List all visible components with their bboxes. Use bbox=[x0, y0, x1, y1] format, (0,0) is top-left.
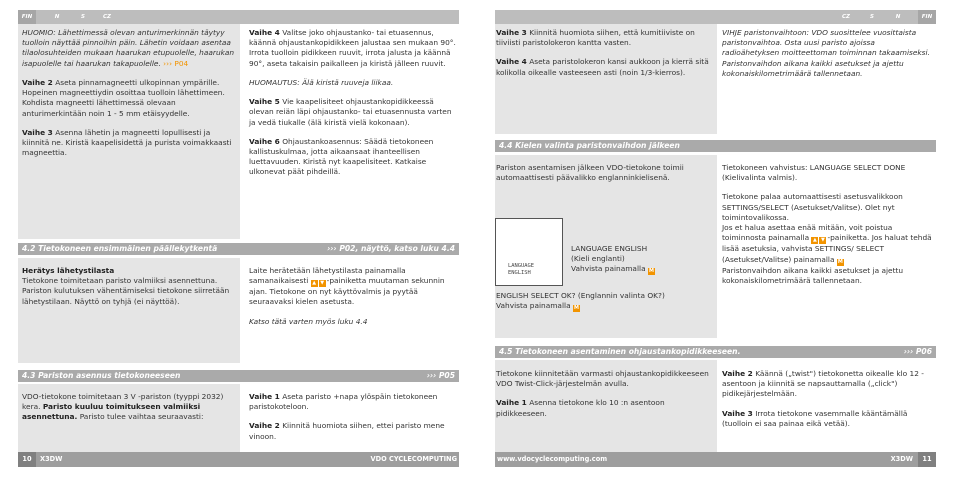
header-language-strip-right bbox=[495, 10, 936, 24]
step-5 bbox=[249, 97, 457, 128]
step-5-label: Vaihe 5 bbox=[249, 97, 280, 107]
section-4-5-ref: ››› P06 bbox=[903, 347, 932, 356]
step-6-label: Vaihe 6 bbox=[249, 136, 280, 146]
language-tab-s: S bbox=[81, 14, 85, 20]
language-tab-s: S bbox=[870, 14, 874, 20]
step-5-text: Vie kaapelisiteet ohjaustankopidikkeessä olevan reiän läpi ohjaustanko- tai etuasennusta varten ja vedä tiukalle (älä kiristä vielä kokonaan). bbox=[249, 97, 452, 127]
battery-step-2-text: Kiinnitä huomiota siihen, ettei paristo mene vinoon. bbox=[249, 421, 445, 441]
figure-ref-p04: ››› P04 bbox=[163, 58, 189, 68]
column-install-steps-b bbox=[248, 24, 459, 239]
battery-tip-text: VIHJE paristonvaihtoon: VDO suosittelee vuosittaista paristonvaihtoa. Ostа uusi paristo ajoissa radioähetyksen moitteettoman toiminnan takaamiseksi. Paristonvaihdon aikana kaikki asetukset ja ajettu kokonaiskilometrimäärä tallennetaan. bbox=[722, 28, 930, 78]
page-number-left: 10 bbox=[18, 452, 36, 467]
english-confirm-question: ENGLISH SELECT OK? (Englannin valinta OK?) bbox=[496, 291, 665, 300]
section-4-5-header bbox=[495, 346, 936, 358]
settings-exit-pre: Jos et halua asettaa enää mitään, voit poistua toiminnosta painamalla bbox=[722, 223, 893, 243]
settings-return-text bbox=[722, 192, 934, 286]
battery-tip bbox=[722, 28, 934, 79]
battery-step-4-label: Vaihe 4 bbox=[496, 57, 527, 67]
step-3-label: Vaihe 3 bbox=[22, 127, 53, 137]
confirm-label: Vahvista painamalla bbox=[571, 264, 646, 274]
mount-step-2-text: Käännä („twist") tietokonetta oikealle klo 12 -asentoon ja kiinnitä se napsauttamalla („click") pidikejärjestelmään. bbox=[722, 369, 924, 399]
section-4-3-title: 4.3 Pariston asennus tietokoneeseen bbox=[22, 371, 181, 380]
battery-step-1-label: Vaihe 1 bbox=[249, 392, 280, 401]
battery-step-4 bbox=[496, 57, 713, 77]
step-2 bbox=[22, 78, 236, 119]
section-4-5-left bbox=[495, 360, 717, 452]
section-4-3-right bbox=[248, 384, 459, 452]
mount-step-3-text: Irrota tietokone vasemmalle kääntämällä (tuolloin ei saa painaa eikä vetää). bbox=[722, 408, 908, 428]
battery-step-1 bbox=[249, 392, 457, 412]
up-button-icon: ▲ bbox=[813, 237, 817, 244]
english-confirm-action bbox=[496, 301, 714, 312]
lcd-caption-line3 bbox=[571, 264, 711, 275]
up-button-icon: ▲ bbox=[312, 280, 317, 287]
header-language-strip-left bbox=[18, 10, 459, 24]
language-tab-fin: FIN bbox=[18, 10, 36, 24]
step-2-text: Aseta pinnamagneetti ulkopinnan ympärille. Hopeinen magneettiydin osoittaa tuolloin lähettimeen. Kohdista magneetti lähettimessä olevaan anturimerkintään noin 1 - 5 mm etäisyydelle. bbox=[22, 77, 225, 118]
mount-step-2-label: Vaihe 2 bbox=[722, 369, 753, 378]
section-4-5-title: 4.5 Tietokoneen asentaminen ohjaustankopidikkeeseen. bbox=[499, 347, 741, 356]
mount-step-1-label: Vaihe 1 bbox=[496, 398, 527, 408]
column-battery-tip bbox=[722, 24, 936, 134]
battery-step-3-label: Vaihe 3 bbox=[496, 28, 527, 37]
mount-step-1-text: Asenna tietokone klo 10 :n asentoon pidikkeeseen. bbox=[496, 398, 665, 418]
lcd-line-1: LANGUAGE bbox=[508, 263, 534, 269]
section-4-4-title: 4.4 Kielen valinta paristonvaihdon jälkeen bbox=[499, 141, 680, 150]
sensor-note-text: HUOMIO: Lähettimessä olevan anturimerkinnän täytyy tuolloin näyttää pinnoihin päin. Lähetin voidaan asentaa tilaolosuhteiden mukaan haarukan etupuolelle, haarukan isapuolelle tai haarukan takapuolelle. bbox=[22, 28, 235, 68]
section-4-2-right bbox=[248, 258, 459, 363]
computer-display-illustration bbox=[495, 218, 563, 286]
section-4-3-header bbox=[18, 370, 459, 382]
section-4-2-left bbox=[18, 258, 240, 363]
section-4-3-left bbox=[18, 384, 240, 452]
step-6 bbox=[249, 137, 457, 178]
wake-heading bbox=[22, 266, 236, 276]
step-4 bbox=[249, 28, 457, 69]
footer-brand-right: X3DW bbox=[890, 455, 913, 463]
footer-left bbox=[18, 452, 459, 467]
page-number-right: 11 bbox=[918, 452, 936, 467]
battery-step-1-text: Aseta paristo +napa ylöspäin tietokoneen paristokoteloon. bbox=[249, 392, 438, 412]
wake-instruction-pre: Laite herätetään lähetystilasta painamalla samanaikaisesti bbox=[249, 266, 406, 286]
language-tab-fin: FIN bbox=[918, 10, 936, 24]
sensor-note bbox=[22, 28, 236, 69]
footer-company: VDO CYCLECOMPUTING bbox=[370, 455, 457, 463]
settings-return-intro: Tietokone palaa automaattisesti asetusvalikkoon SETTINGS/SELECT (Asetukset/Valitse). Olet nyt toimintovalikossa. bbox=[722, 192, 903, 222]
mount-step-3 bbox=[722, 409, 934, 429]
wake-instruction bbox=[249, 266, 457, 308]
language-confirm-text: Tietokoneen vahvistus: LANGUAGE SELECT DONE (Kielivalinta valmis). bbox=[722, 163, 906, 183]
down-button-icon: ▼ bbox=[821, 237, 825, 244]
step-3 bbox=[22, 128, 236, 159]
lcd-caption-line1: LANGUAGE ENGLISH bbox=[571, 244, 648, 253]
battery-step-3 bbox=[496, 28, 713, 48]
language-tab-n: N bbox=[54, 14, 60, 20]
battery-step-2 bbox=[249, 421, 457, 441]
battery-step-4-text: Aseta paristolokeron kansi aukkoon ja kierrä sitä kolikolla oikealle vasteeseen asti (noin 1/3-kierros). bbox=[496, 57, 709, 77]
section-4-4-header bbox=[495, 140, 936, 152]
see-chapter-note-text: Katso tätä varten myös luku 4.4 bbox=[249, 316, 368, 326]
m-button-icon: M bbox=[648, 268, 654, 275]
footer-right bbox=[495, 452, 936, 467]
wake-heading-text: Herätys lähetystilasta bbox=[22, 266, 115, 275]
step-6-text: Ohjaustankoasennus: Säädä tietokoneen kallistuskulmaa, jotta aikaansaat ihanteellisen luettavuuden. Kiristä nyt kaapelisiteet. Katkaise ulkonevat päät pihdeillä. bbox=[249, 136, 434, 177]
mount-step-1 bbox=[496, 398, 713, 418]
language-tab-n: N bbox=[895, 14, 901, 20]
section-4-2-header bbox=[18, 243, 459, 255]
language-intro: Pariston asentamisen jälkeen VDO-tietokone toimii automaattisesti päävalikko englanninkielisenä. bbox=[496, 163, 684, 183]
english-confirm bbox=[496, 291, 714, 312]
footer-website: www.vdocyclecomputing.com bbox=[497, 455, 608, 463]
battery-step-3-text: Kiinnitä huomiota siihen, että kumitiiviste on tiiviisti paristolokeron kantta vasten. bbox=[496, 28, 695, 48]
battery-intro-post: Paristo tulee vaihtaa seuraavasti: bbox=[79, 412, 204, 422]
section-4-3-ref: ››› P05 bbox=[426, 371, 455, 380]
tighten-note bbox=[249, 78, 457, 88]
step-4-text: Valitse joko ohjaustanko- tai etuasennus, käännä ohjaustankopidikkeen jalustaa sen mukaan 90°. Irrota tuolloin pidikkeen ruuvit, irrota jalusta ja käännä 90°, aseta takaisin paikalleen ja kiristä jälleen ruuvit. bbox=[249, 28, 456, 68]
battery-step-2-label: Vaihe 2 bbox=[249, 421, 280, 431]
lcd-readout bbox=[508, 263, 534, 277]
confirm-label: Vahvista painamalla bbox=[496, 301, 571, 311]
lcd-caption bbox=[571, 244, 711, 275]
footer-brand-left: X3DW bbox=[40, 455, 63, 463]
wake-instruction-post: -painiketta muutaman sekunnin ajan. Tietokone on nyt käyttövalmis ja pyytää seuraavaksi kielen asetusta. bbox=[249, 276, 445, 307]
tighten-note-text: HUOMAUTUS: Älä kiristä ruuveja liikaa. bbox=[249, 77, 394, 87]
section-4-5-right bbox=[722, 360, 936, 452]
language-tab-cz: CZ bbox=[102, 14, 112, 20]
step-4-label: Vaihe 4 bbox=[249, 28, 280, 37]
battery-intro-pre: VDO-tietokone toimitetaan 3 V -pariston (tyyppi 2032) kera. bbox=[22, 392, 224, 412]
mount-step-2 bbox=[722, 369, 934, 400]
battery-intro-bold: Paristo kuuluu toimitukseen valmiiksi asennettuna. bbox=[22, 402, 201, 422]
lcd-line-2: ENGLISH bbox=[508, 270, 531, 276]
section-4-4-right bbox=[722, 155, 936, 338]
m-button-icon: M bbox=[837, 258, 843, 265]
see-chapter-note bbox=[249, 317, 457, 327]
mount-intro: Tietokone kiinnitetään varmasti ohjaustankopidikkeeseen VDO Twist-Click-järjestelmän avulla. bbox=[496, 369, 709, 389]
column-install-steps-a bbox=[18, 24, 240, 239]
section-4-2-title: 4.2 Tietokoneen ensimmäinen päällekytkentä bbox=[22, 244, 218, 253]
language-tab-cz: CZ bbox=[841, 14, 851, 20]
section-4-2-ref: ››› P02, näyttö, katso luku 4.4 bbox=[327, 244, 455, 253]
mount-step-3-label: Vaihe 3 bbox=[722, 408, 753, 418]
battery-intro bbox=[22, 392, 236, 423]
step-2-label: Vaihe 2 bbox=[22, 77, 53, 87]
m-button-icon: M bbox=[573, 305, 579, 312]
settings-saved-text: Paristonvaihdon aikana kaikki asetukset ja ajettu kokonaiskilometrimäärä tallennetaan. bbox=[722, 265, 904, 285]
down-button-icon: ▼ bbox=[320, 280, 325, 287]
column-battery-steps bbox=[495, 24, 717, 134]
settings-exit-post: -painiketta. Jos haluat tehdä lisää asetuksia, vahvista SETTINGS/ SELECT (Asetukset/Valitse) painamalla bbox=[722, 233, 932, 264]
wake-description: Tietokone toimitetaan paristo valmiiksi asennettuna. Pariston kulutuksen vähentämiseksi tietokone siirretään lähetystilaan. Näyttö on tyhjä (ei näyttöä). bbox=[22, 276, 230, 306]
step-3-text: Asenna lähetin ja magneetti lopullisesti ja kiinnitä ne. Kiristä kaapelisidettä ja purista voimakkaasti magneettia. bbox=[22, 127, 232, 158]
lcd-caption-line2: (Kieli englanti) bbox=[571, 254, 625, 264]
